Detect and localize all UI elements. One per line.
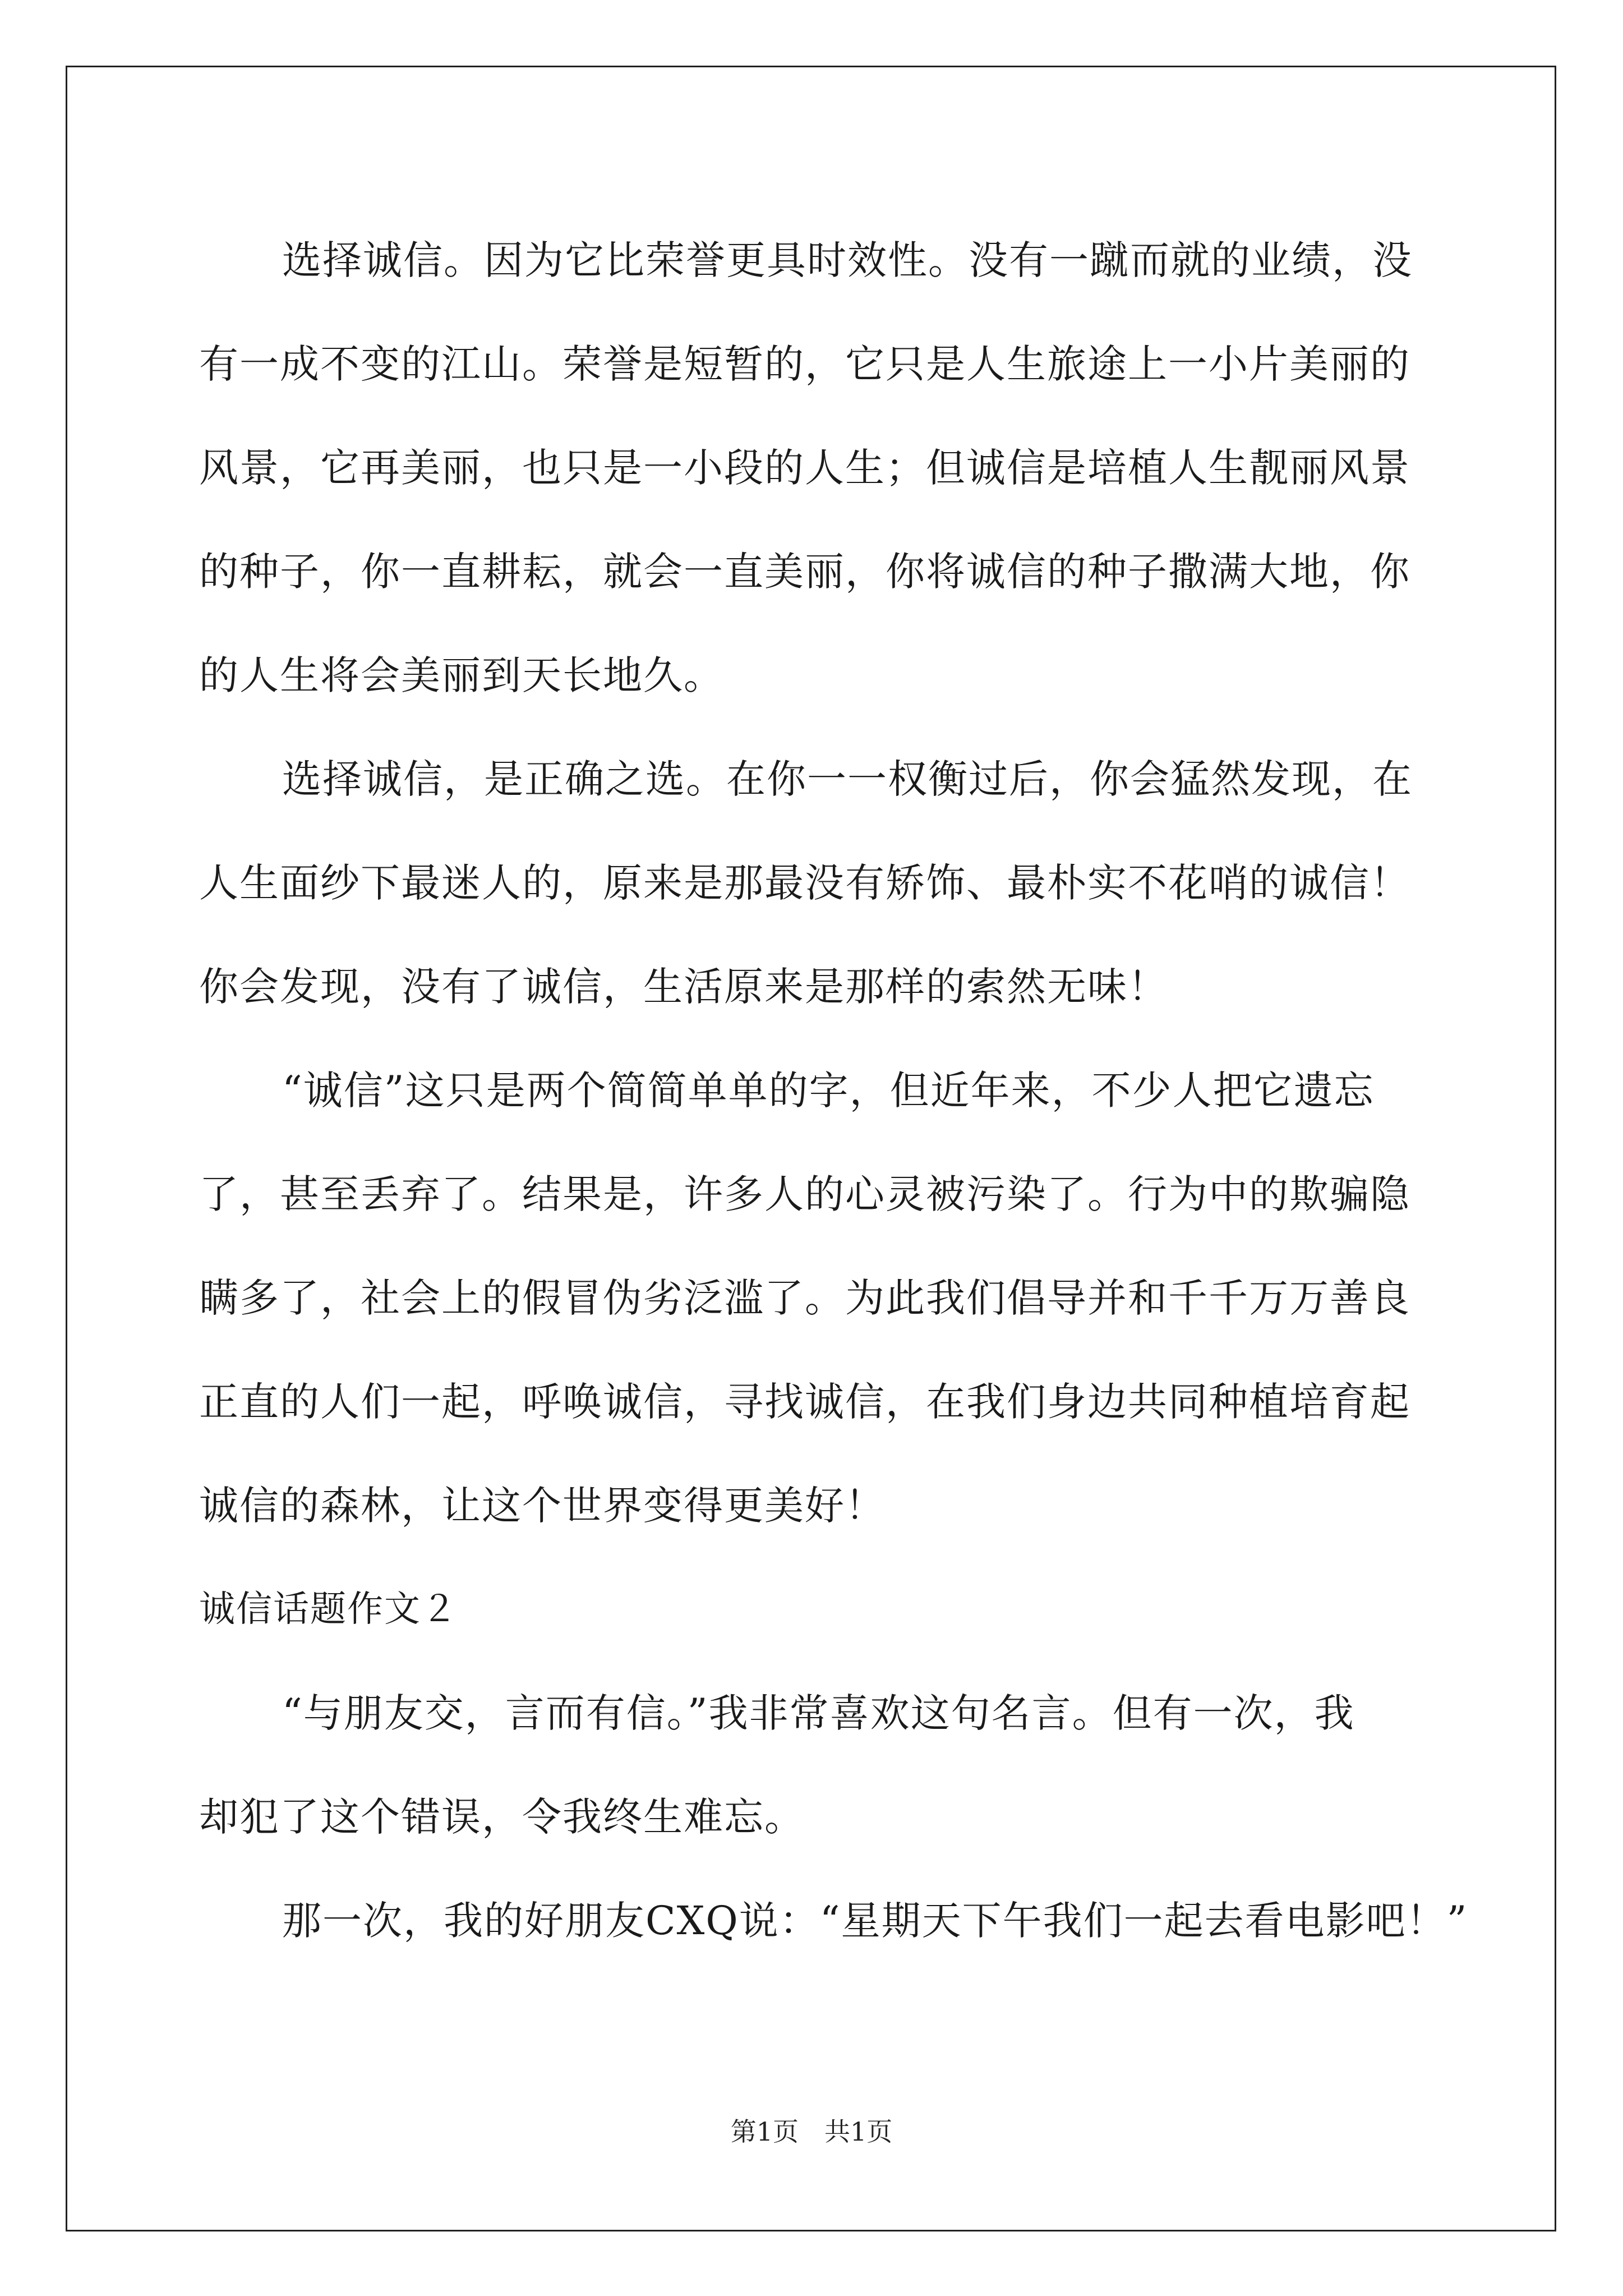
document-body [199, 209, 1468, 1973]
paragraph-1-line-4: 的种子，你一直耕耘，就会一直美丽，你将诚信的种子撒满大地，你 [199, 549, 1410, 595]
paragraph-2-line-1: 选择诚信，是正确之选。在你一一权衡过后，你会猛然发现，在 [282, 756, 1413, 802]
paragraph-3-line-2: 了，甚至丢弃了。结果是，许多人的心灵被污染了。行为中的欺骗隐 [199, 1171, 1410, 1217]
paragraph-3-line-3: 瞒多了，社会上的假冒伪劣泛滥了。为此我们倡导并和千千万万善良 [199, 1275, 1410, 1321]
page-footer: 第1页 共1页 [730, 2116, 893, 2147]
paragraph-1-line-1: 选择诚信。因为它比荣誉更具时效性。没有一蹴而就的业绩，没 [282, 237, 1413, 283]
paragraph-3-line-5: 诚信的森林，让这个世界变得更美好！ [199, 1483, 886, 1529]
section-heading: 诚信话题作文２ [199, 1589, 458, 1630]
paragraph-2-line-2: 人生面纱下最迷人的，原来是那最没有矫饰、最朴实不花哨的诚信！ [199, 860, 1410, 906]
paragraph-2-line-3: 你会发现，没有了诚信，生活原来是那样的索然无味！ [199, 964, 1168, 1010]
paragraph-4-line-1: “与朋友交，言而有信。”我非常喜欢这句名言。但有一次，我 [282, 1690, 1355, 1736]
paragraph-5-line-1: 那一次，我的好朋友CXQ说：“星期天下午我们一起去看电影吧！” [282, 1898, 1468, 1944]
paragraph-1-line-5: 的人生将会美丽到天长地久。 [199, 652, 724, 698]
paragraph-1-line-2: 有一成不变的江山。荣誉是短暂的，它只是人生旅途上一小片美丽的 [199, 341, 1410, 387]
paragraph-4-line-2: 却犯了这个错误，令我终生难忘。 [199, 1794, 805, 1840]
paragraph-3-line-4: 正直的人们一起，呼唤诚信，寻找诚信，在我们身边共同种植培育起 [199, 1379, 1410, 1425]
paragraph-3-line-1: “诚信”这只是两个简简单单的字，但近年来，不少人把它遗忘 [282, 1068, 1375, 1114]
paragraph-1-line-3: 风景，它再美丽，也只是一小段的人生；但诚信是培植人生靓丽风景 [199, 445, 1410, 491]
